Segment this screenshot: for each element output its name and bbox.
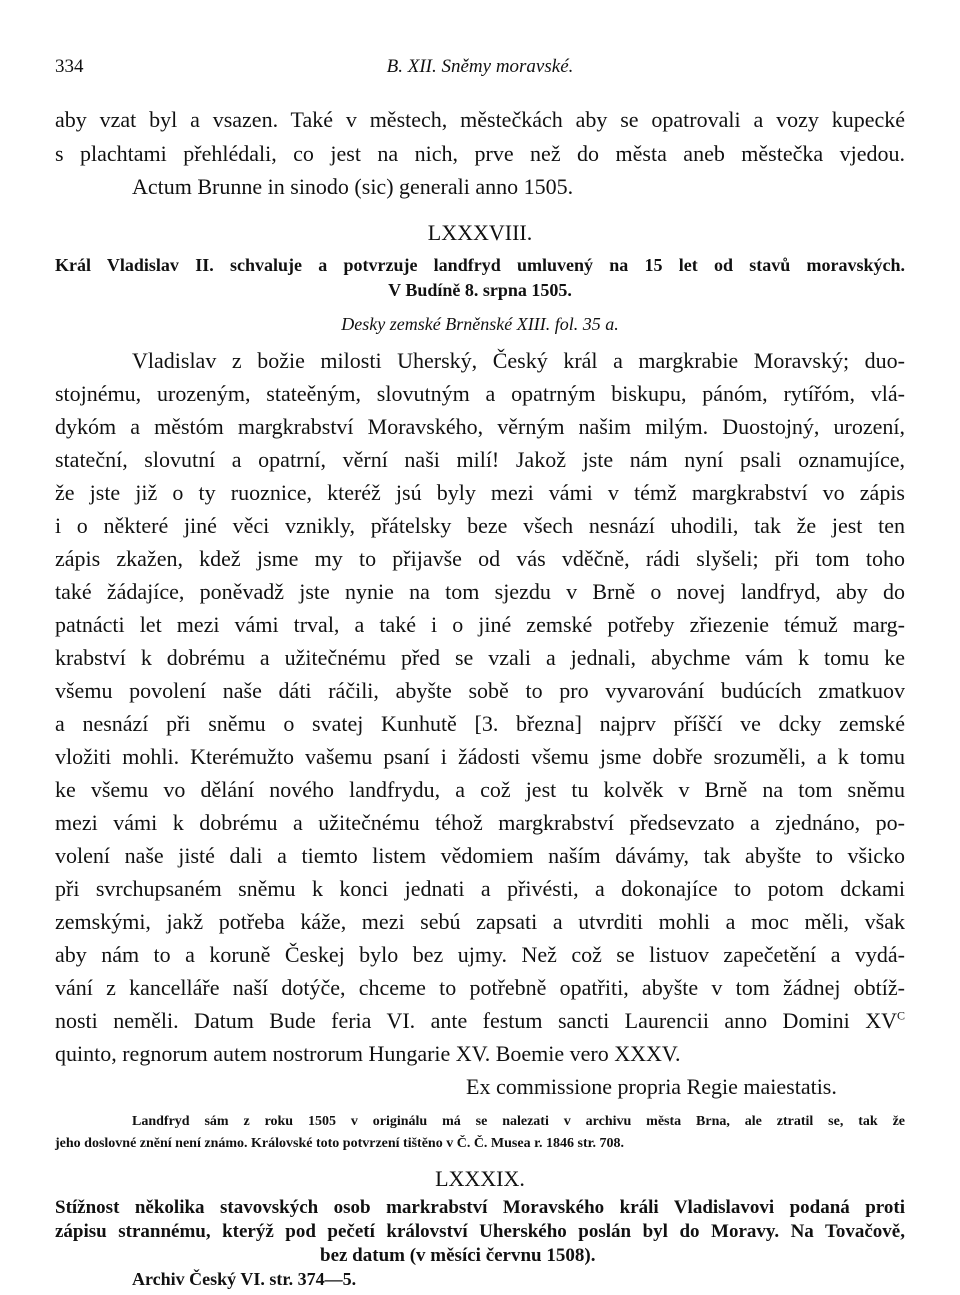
page-number: 334	[55, 56, 84, 77]
text-line: i o některé jiné věci vznikly, přátelsky beze všech nesnází uhodili, tak že jest ten	[55, 513, 905, 538]
text-line: Vladislav z božie milosti Uherský, Český král a margkrabie Moravský; duo-	[132, 348, 905, 373]
document-date: V Budíně 8. srpna 1505.	[388, 280, 572, 300]
text-line: také žádajíce, poněvadž jste nynie na tom sjezdu v Brně o novej landfryd, aby do	[55, 579, 905, 604]
closing-formula: Ex commissione propria Regie maiestatis.	[466, 1074, 837, 1099]
document-summary: Král Vladislav II. schvaluje a potvrzuje landfryd umluvený na 15 let od stavů moravských.	[55, 255, 905, 275]
text-line: při svrchupsaném sněmu k konci jednati a přivésti, a dokonajíce to potom dckami	[55, 876, 905, 901]
document-number: LXXXVIII.	[427, 220, 533, 245]
text-line: ke všemu vo dělání nového landfrydu, a což jest tu kolvěk v Brně na tom sněmu	[55, 777, 905, 802]
text-line: zemskými, jakž potřeba káže, mezi sebú zapsati a utvrditi mohli a moc měli, však	[55, 909, 905, 934]
text-line: aby vzat byl a vsazen. Také v městech, městečkách aby se opatrovali a vozy kupecké	[55, 107, 905, 132]
text-line: quinto, regnorum autem nostrorum Hungarie XV. Boemie vero XXXV.	[55, 1041, 681, 1066]
text-line: vání z kancelláře naší dotýče, chceme to potřebně opatřiti, abyšte v tom žádnej obtíž-	[55, 975, 905, 1000]
text-line: mezi vámi k dobrému a užitečnému téhož margkrabství předsevzato a zjednáno, po-	[55, 810, 905, 835]
document-number: LXXXIX.	[435, 1166, 525, 1191]
text-line: krabství k dobrému a užitečnému před se vzali a jednali, abychme vám k tomu ke	[55, 645, 905, 670]
text-line: patnácti let mezi vámi trval, a také i o jiné zemské potřeby zřiezenie témuž marg-	[55, 612, 905, 637]
text-line: že jste již o ty ruoznice, kteréž jsú byly mezi vámi v témž margkrabství vo zápis	[55, 480, 905, 505]
note-line: Landfryd sám z roku 1505 v originálu má se nalezati v archivu města Brna, ale ztratil se, tak že	[132, 1114, 905, 1129]
document-summary: zápisu strannému, kterýž pod pečetí království Uherského poslán byl do Moravy. Na Tovačově,	[55, 1221, 905, 1242]
document-summary: Stížnost několika stavovských osob markrabství Moravského králi Vladislavovi podaná proti	[55, 1197, 905, 1218]
text-line: zápis zkažen, kdež jsme my to přijavše od vás vděčně, rádi slyšeli; při tom toho	[55, 546, 905, 571]
text-line: volení naše jisté dali a tiemto listem vědomiem naším dávámy, tak abyšte to všicko	[55, 843, 905, 868]
text-line: a nesnází při sněmu o svatej Kunhutě [3. března] najprv příščí ve dcky zemské	[55, 711, 905, 736]
text-line: s plachtami přehlédali, co jest na nich, prve než do města aneb městečka vjedou.	[55, 141, 905, 166]
document-source: Desky zemské Brněnské XIII. fol. 35 a.	[341, 314, 619, 334]
text-line: všemu povolení naše dáti ráčili, abyšte sobě to pro vyvarování budúcích zmatkuov	[55, 678, 905, 703]
text-line: stateční, slovutní a opatrní, věrní naši milí! Jakož jste nám nyní psali oznamujíce,	[55, 447, 905, 472]
text-span: nosti neměli. Datum Bude feria VI. ante festum sancti Laurencii anno Domini XV	[55, 1008, 897, 1033]
running-title: B. XII. Sněmy moravské.	[386, 56, 574, 77]
document-date: bez datum (v měsíci červnu 1508).	[320, 1245, 596, 1266]
page-header	[55, 56, 905, 86]
text-line: aby nám to a koruně Českej bylo bez ujmy. Než což se listuov zapečetění a vydá-	[55, 942, 905, 967]
text-line	[55, 1010, 905, 1032]
text-line: vložiti mohli. Kterémužto vašemu psaní i žádosti všemu jsme dobře srozuměli, a k tomu	[55, 744, 905, 769]
text-line: Actum Brunne in sinodo (sic) generali anno 1505.	[132, 174, 574, 199]
document-source: Archiv Český VI. str. 374—5.	[132, 1269, 357, 1289]
superscript-mark: C	[896, 1008, 905, 1023]
text-line: stojnému, urozeným, stateěným, slovutným a opatrným biskupu, pánóm, rytířóm, vlá-	[55, 381, 905, 406]
text-line: dykóm a městóm margkrabství Moravského, věrným našim milým. Duostojný, urození,	[55, 414, 905, 439]
note-line: jeho doslovné znění není známo. Královské toto potvrzení tištěno v Č. Č. Musea r. 1846 str. 708.	[55, 1136, 625, 1151]
